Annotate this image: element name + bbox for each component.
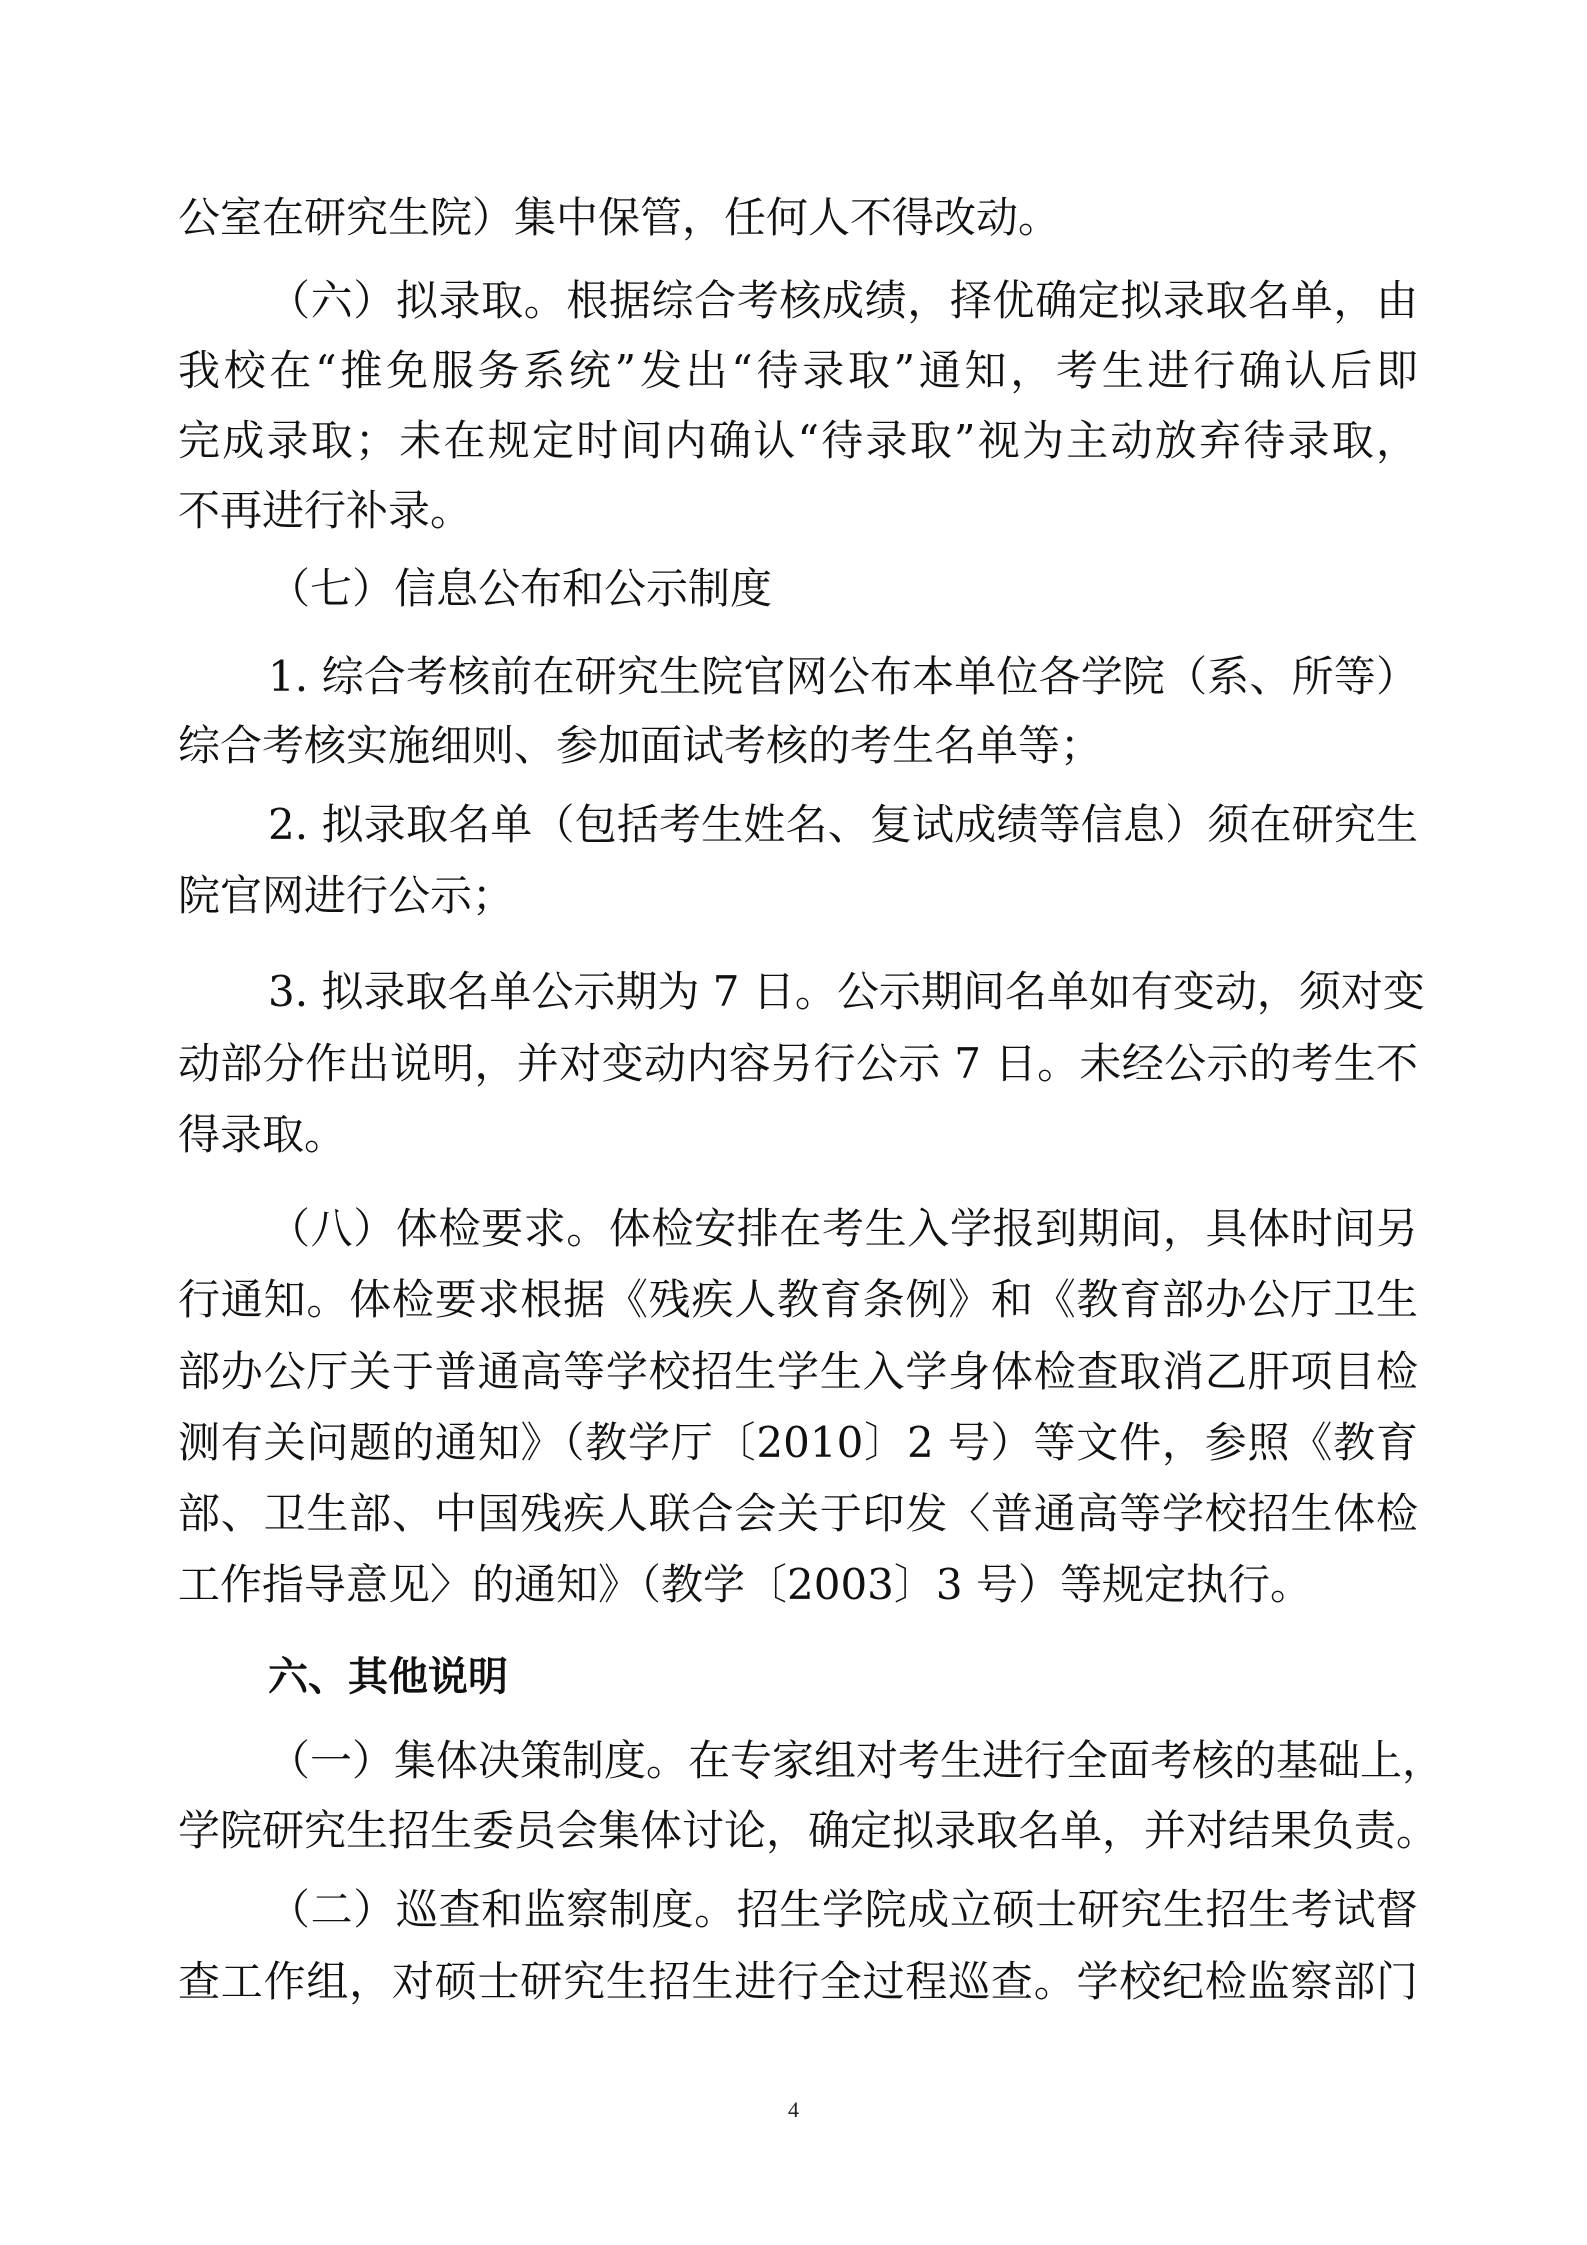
text-line-16: 部办公厅关于普通高等学校招生学生入学身体检查取消乙肝项目检	[178, 1347, 1418, 1396]
text-line-9: 2. 拟录取名单（包括考生姓名、复试成绩等信息）须在研究生	[268, 800, 1418, 849]
text-line-12: 动部分作出说明，并对变动内容另行公示 7 日。未经公示的考生不	[178, 1039, 1418, 1088]
text-line-24: 查工作组，对硕士研究生招生进行全过程巡查。学校纪检监察部门	[178, 1957, 1418, 2006]
text-line-11: 3. 拟录取名单公示期为 7 日。公示期间名单如有变动，须对变	[268, 967, 1425, 1016]
text-line-15: 行通知。体检要求根据《残疾人教育条例》和《教育部办公厅卫生	[178, 1275, 1418, 1324]
text-line-19: 工作指导意见〉的通知》（教学〔2003〕3 号）等规定执行。	[178, 1560, 1312, 1609]
text-line-5: 不再进行补录。	[178, 486, 473, 535]
text-line-6: （七）信息公布和公示制度	[268, 564, 773, 613]
section-heading: 六、其他说明	[268, 1654, 508, 1700]
page-number: 4	[788, 2097, 799, 2122]
text-line-10: 院官网进行公示；	[178, 871, 515, 920]
text-line-23: （二）巡查和监察制度。招生学院成立硕士研究生招生考试督	[268, 1885, 1418, 1934]
text-line-3: 我校在“推免服务系统”发出“待录取”通知，考生进行确认后即	[178, 346, 1418, 395]
text-line-8: 综合考核实施细则、参加面试考核的考生名单等；	[178, 721, 1103, 770]
text-line-4: 完成录取；未在规定时间内确认“待录取”视为主动放弃待录取，	[178, 416, 1418, 465]
text-line-17: 测有关问题的通知》（教学厅〔2010〕2 号）等文件，参照《教育	[178, 1418, 1418, 1467]
text-line-14: （八）体检要求。体检安排在考生入学报到期间，具体时间另	[268, 1204, 1418, 1253]
text-line-13: 得录取。	[178, 1110, 347, 1159]
text-line-18: 部、卫生部、中国残疾人联合会关于印发〈普通高等学校招生体检	[178, 1489, 1418, 1538]
text-line-21: （一）集体决策制度。在专家组对考生进行全面考核的基础上，	[268, 1736, 1445, 1785]
text-line-22: 学院研究生招生委员会集体讨论，确定拟录取名单，并对结果负责。	[178, 1806, 1439, 1855]
text-line-2: （六）拟录取。根据综合考核成绩，择优确定拟录取名单，由	[268, 276, 1418, 325]
text-line-1: 公室在研究生院）集中保管，任何人不得改动。	[178, 193, 1061, 242]
text-line-7: 1. 综合考核前在研究生院官网公布本单位各学院（系、所等）	[268, 652, 1418, 701]
